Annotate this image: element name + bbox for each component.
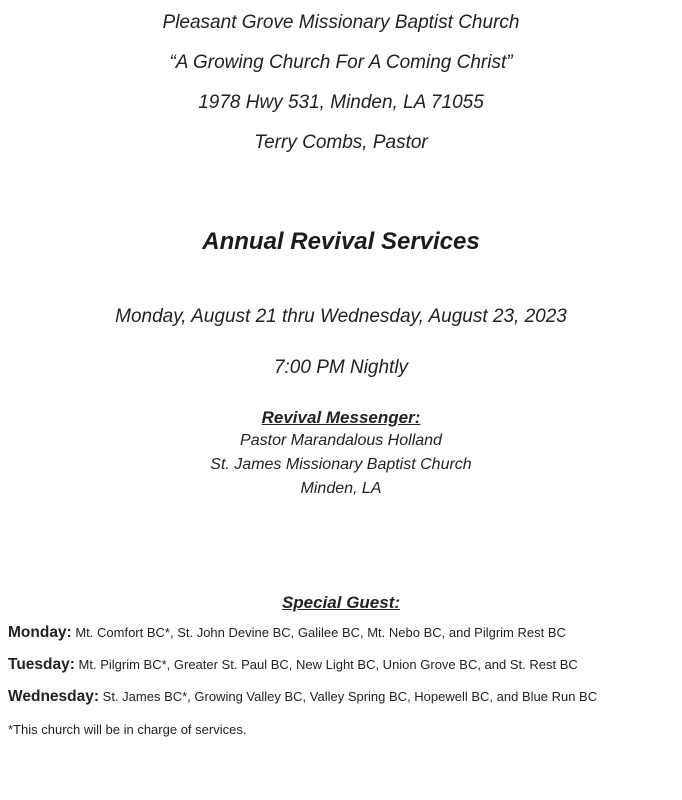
guest-day-label: Monday: (8, 624, 72, 641)
footnote: *This church will be in charge of services. (8, 722, 247, 737)
messenger-name: Pastor Marandalous Holland (240, 432, 442, 449)
church-motto: “A Growing Church For A Coming Christ” (169, 52, 513, 73)
church-address: 1978 Hwy 531, Minden, LA 71055 (198, 92, 484, 113)
special-guest-heading: Special Guest: (281, 593, 401, 612)
guest-row-monday (8, 624, 678, 642)
event-title: Annual Revival Services (202, 228, 480, 255)
guest-row-wednesday (8, 688, 678, 706)
pastor-name: Terry Combs, Pastor (254, 132, 428, 153)
guest-churches: Mt. Comfort BC*, St. John Devine BC, Galilee BC, Mt. Nebo BC, and Pilgrim Rest BC (75, 625, 566, 640)
guest-churches: Mt. Pilgrim BC*, Greater St. Paul BC, New Light BC, Union Grove BC, and St. Rest BC (78, 657, 578, 672)
guest-day-label: Wednesday: (8, 688, 100, 705)
guest-churches: St. James BC*, Growing Valley BC, Valley Spring BC, Hopewell BC, and Blue Run BC (102, 689, 598, 704)
guest-row-tuesday (8, 656, 678, 674)
church-name: Pleasant Grove Missionary Baptist Church (162, 12, 520, 33)
messenger-location: Minden, LA (300, 480, 382, 497)
guest-day-label: Tuesday: (8, 656, 75, 673)
messenger-heading: Revival Messenger: (261, 408, 421, 427)
messenger-church: St. James Missionary Baptist Church (210, 456, 472, 473)
event-time: 7:00 PM Nightly (273, 357, 409, 378)
event-dates: Monday, August 21 thru Wednesday, August 23, 2023 (115, 306, 567, 327)
